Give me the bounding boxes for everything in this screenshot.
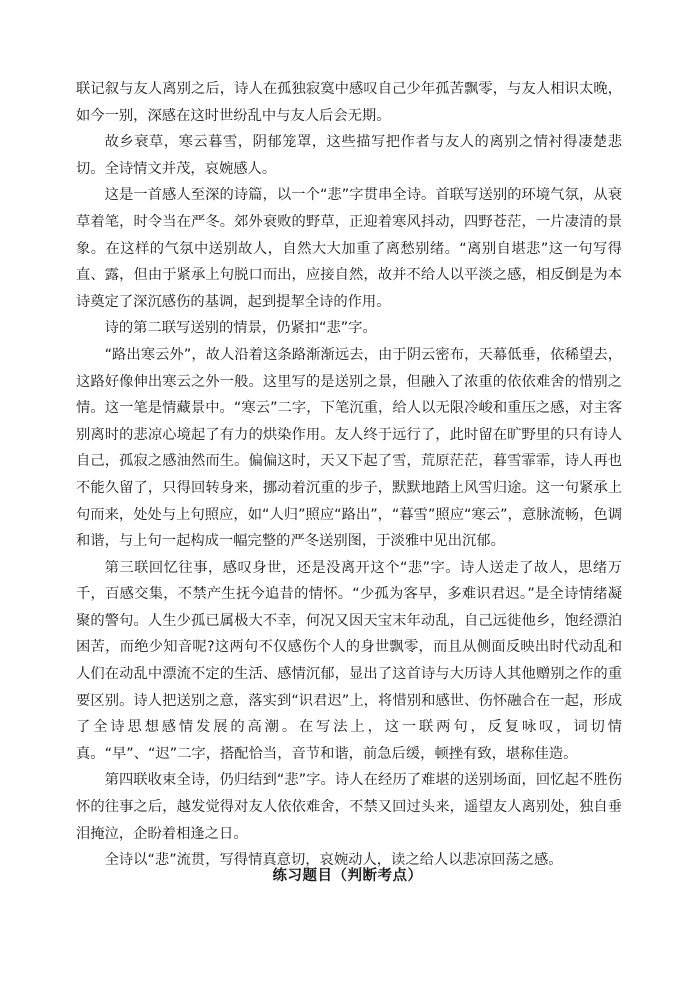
paragraph-7: 第四联收束全诗，仍归结到“悲”字。诗人在经历了难堪的送别场面，回忆起不胜伤怀的往事之后，越发觉得对友人依依难舍，不禁又回过头来，遥望友人离别处，独自垂泪掩泣，企盼着相逢之日。 [76,772,622,842]
paragraph-3: 这是一首感人至深的诗篇，以一个“悲”字贯串全诗。首联写送别的环境气氛，从衰草着笔，时令当在严冬。郊外衰败的野草，正迎着寒风抖动，四野苍茫，一片凄清的景象。在这样的气氛中送别故人，自然大大加重了离愁别绪。“离别自堪悲”这一句写得直、露，但由于紧承上句脱口而出，应接自然，故并不给人以平淡之感，相反倒是为本诗奠定了深沉感伤的基调，起到提挈全诗的作用。 [76,187,622,310]
section-title: 练习题目（判断考点） [272,868,423,884]
document-body [76,76,622,874]
paragraph-4: 诗的第二联写送别的情景，仍紧扣“悲”字。 [104,320,377,337]
paragraph-8: 全诗以“悲”流贯，写得情真意切，哀婉动人，读之给人以悲凉回荡之感。 [104,852,563,869]
paragraph-1: 联记叙与友人离别之后，诗人在孤独寂寞中感叹自己少年孤苦飘零，与友人相识太晚，如今一别，深感在这时世纷乱中与友人后会无期。 [76,81,622,124]
paragraph-6: 第三联回忆往事，感叹身世，还是没离开这个“悲”字。诗人送走了故人，思绪万千，百感交集，不禁产生抚今追昔的情怀。“少孤为客早，多难识君迟。”是全诗情绪凝聚的警句。人生少孤已属极大不幸，何况又因天宝末年动乱，自己远徙他乡，饱经漂泊困苦，而绝少知音呢?这两句不仅感伤个人的身世飘零，而且从侧面反映出时代动乱和人们在动乱中漂流不定的生活、感情沉郁，显出了这首诗与大历诗人其他赠别之作的重要区别。诗人把送别之意，落实到“识君迟”上，将惜别和感世、伤怀融合在一起，形成了全诗思想感情发展的高潮。在写法上，这一联两句，反复咏叹，词切情真。“早”、“迟”二字，搭配恰当，音节和谐，前急后缓，顿挫有致，堪称佳造。 [76,559,622,762]
paragraph-2: 故乡衰草，寒云暮雪，阴郁笼罩，这些描写把作者与友人的离别之情衬得凄楚悲切。全诗情文并茂，哀婉感人。 [76,134,622,177]
paragraph-5: “路出寒云外”，故人沿着这条路渐渐远去，由于阴云密布，天幕低垂，依稀望去，这路好像伸出寒云之外一般。这里写的是送别之景，但融入了浓重的依依难舍的惜别之情。这一笔是情藏景中。“寒云”二字，下笔沉重，给人以无限冷峻和重压之感，对主客别离时的悲凉心境起了有力的烘染作用。友人终于远行了，此时留在旷野里的只有诗人自己，孤寂之感油然而生。偏偏这时，天又下起了雪，荒原茫茫，暮雪霏霏，诗人再也不能久留了，只得回转身来，挪动着沉重的步子，默默地踏上风雪归途。这一句紧承上句而来，处处与上句照应，如“人归”照应“路出”，“暮雪”照应“寒云”，意脉流畅，色调和谐，与上句一起构成一幅完整的严冬送别图，于淡雅中见出沉郁。 [76,346,622,550]
